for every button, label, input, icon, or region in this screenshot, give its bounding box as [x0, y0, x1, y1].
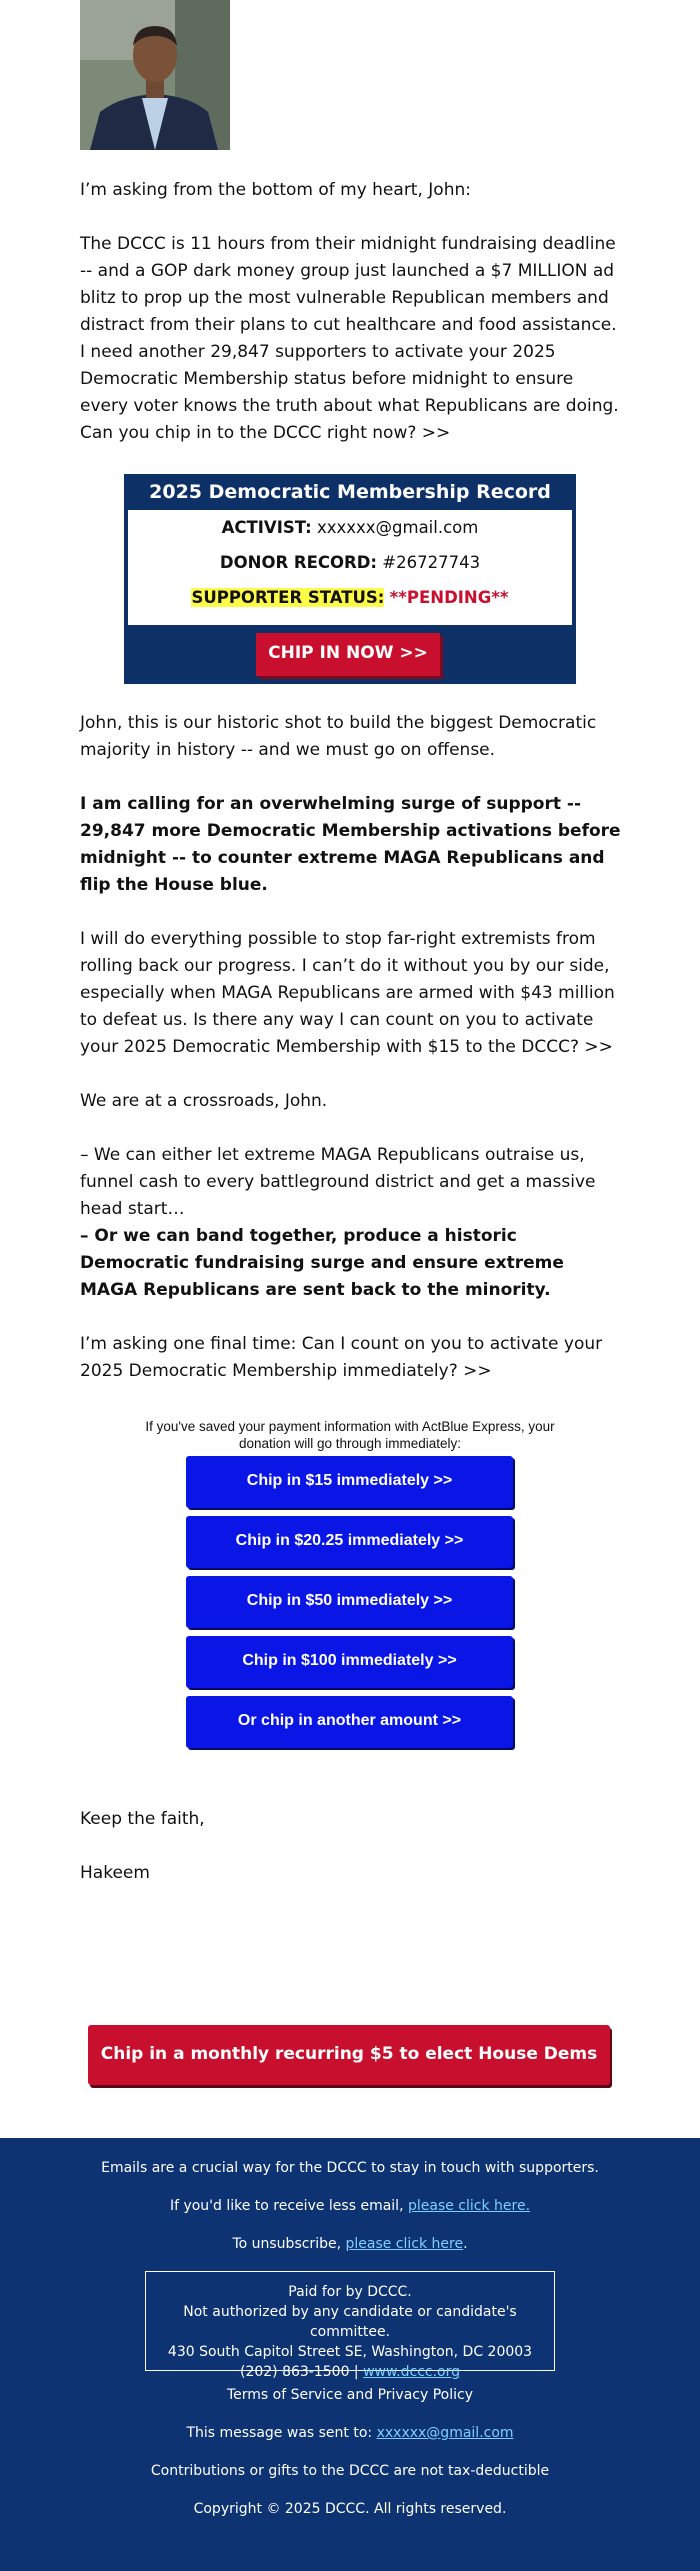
signature: Hakeem — [80, 1863, 150, 1883]
paid-for-text: Paid for by DCCC. — [288, 2284, 412, 2300]
copyright: Copyright © 2025 DCCC. All rights reserved. — [193, 2501, 507, 2517]
paid-for-box — [145, 2271, 555, 2380]
status-badge: **PENDING** — [389, 588, 509, 607]
paragraph-option-two: – Or we can band together, produce a historic Democratic fundraising surge and ensure extreme MAGA Republicans are sent back to the minority. — [80, 1226, 564, 1300]
contact-line — [146, 2362, 554, 2382]
paragraph-offense: John, this is our historic shot to build the biggest Democratic majority in history -- and we must go on offense. — [80, 713, 597, 760]
donate-15-button[interactable]: Chip in $15 immediately >> — [186, 1456, 513, 1508]
activist-label: ACTIVIST: — [221, 518, 312, 537]
card-title: 2025 Democratic Membership Record — [149, 481, 551, 503]
status-row — [128, 580, 572, 615]
intro-paragraph: The DCCC is 11 hours from their midnight fundraising deadline -- and a GOP dark money group just launched a $7 MILLION ad blitz to prop up the most vulnerable Republican members and distract from their plans to cut healthcare and food assistance. I need another 29,847 supporters to activate your 2025 Democratic Membership status before midnight to ensure every voter knows the truth about what Republicans are doing. Can you chip in to the DCCC right now? >> — [80, 234, 619, 443]
card-fields — [128, 509, 572, 625]
paragraph-crossroads: We are at a crossroads, John. — [80, 1091, 328, 1111]
greeting: I’m asking from the bottom of my heart, John: — [80, 180, 471, 200]
address-text: 430 South Capitol Street SE, Washington, DC 20003 — [167, 2344, 533, 2360]
actblue-note: If you've saved your payment information with ActBlue Express, your donation will go through immediately: — [145, 1419, 555, 1451]
paragraph-option-one: – We can either let extreme MAGA Republicans outraise us, funnel cash to every battleground district and get a massive head start… — [80, 1145, 596, 1219]
less-email-link[interactable]: please click here. — [407, 2198, 531, 2214]
tax-notice: Contributions or gifts to the DCCC are not tax-deductible — [150, 2463, 550, 2479]
monthly-recurring-button[interactable]: Chip in a monthly recurring $5 to elect House Dems >> — [88, 2025, 610, 2085]
donate-100-button[interactable]: Chip in $100 immediately >> — [186, 1636, 513, 1688]
paragraph-final-ask: I’m asking one final time: Can I count on you to activate your 2025 Democratic Membership immediately? >> — [80, 1334, 603, 1381]
signoff: Keep the faith, — [80, 1809, 205, 1829]
membership-record-card — [124, 474, 576, 684]
activist-row — [128, 510, 572, 545]
donor-label: DONOR RECORD: — [219, 553, 378, 572]
footer-unsubscribe — [0, 2234, 700, 2254]
donate-other-amount-button[interactable]: Or chip in another amount >> — [186, 1696, 513, 1748]
paragraph-surge: I am calling for an overwhelming surge of support -- 29,847 more Democratic Membership activations before midnight -- to counter extreme MAGA Republicans and flip the House blue. — [80, 794, 621, 895]
website-link[interactable]: www.dccc.org — [363, 2364, 461, 2380]
activist-value: xxxxxx@gmail.com — [316, 518, 479, 537]
donor-value: #26727743 — [382, 553, 481, 572]
less-email-text: If you'd like to receive less email, — [169, 2198, 408, 2214]
phone-text: (202) 863-1500 | — [239, 2364, 364, 2380]
footer — [0, 2138, 700, 2571]
not-authorized-text: Not authorized by any candidate or candidate's committee. — [183, 2304, 517, 2340]
footer-less-email — [0, 2196, 700, 2216]
candidate-photo — [80, 0, 230, 150]
paragraph-extremists: I will do everything possible to stop far-right extremists from rolling back our progress. I can’t do it without you by our side, especially when MAGA Republicans are armed with $43 million to defeat us. Is there any way I can count on you to activate your 2025 Democratic Membership with $15 to the DCCC? >> — [80, 929, 615, 1057]
portrait-image — [80, 0, 230, 150]
sent-to-text: This message was sent to: — [186, 2425, 377, 2441]
terms-link[interactable]: Terms of Service and Privacy Policy — [226, 2387, 473, 2403]
unsubscribe-suffix: . — [463, 2236, 468, 2252]
donor-row — [128, 545, 572, 580]
footer-sent-to — [0, 2423, 700, 2443]
footer-email-note: Emails are a crucial way for the DCCC to stay in touch with supporters. — [101, 2160, 599, 2176]
unsubscribe-text: To unsubscribe, — [232, 2236, 346, 2252]
sent-to-email-link[interactable]: xxxxxx@gmail.com — [376, 2425, 514, 2441]
donate-20-25-button[interactable]: Chip in $20.25 immediately >> — [186, 1516, 513, 1568]
chip-in-now-button[interactable]: CHIP IN NOW >> — [256, 633, 440, 676]
donate-50-button[interactable]: Chip in $50 immediately >> — [186, 1576, 513, 1628]
status-label: SUPPORTER STATUS: — [191, 588, 385, 607]
unsubscribe-link[interactable]: please click here — [345, 2236, 464, 2252]
